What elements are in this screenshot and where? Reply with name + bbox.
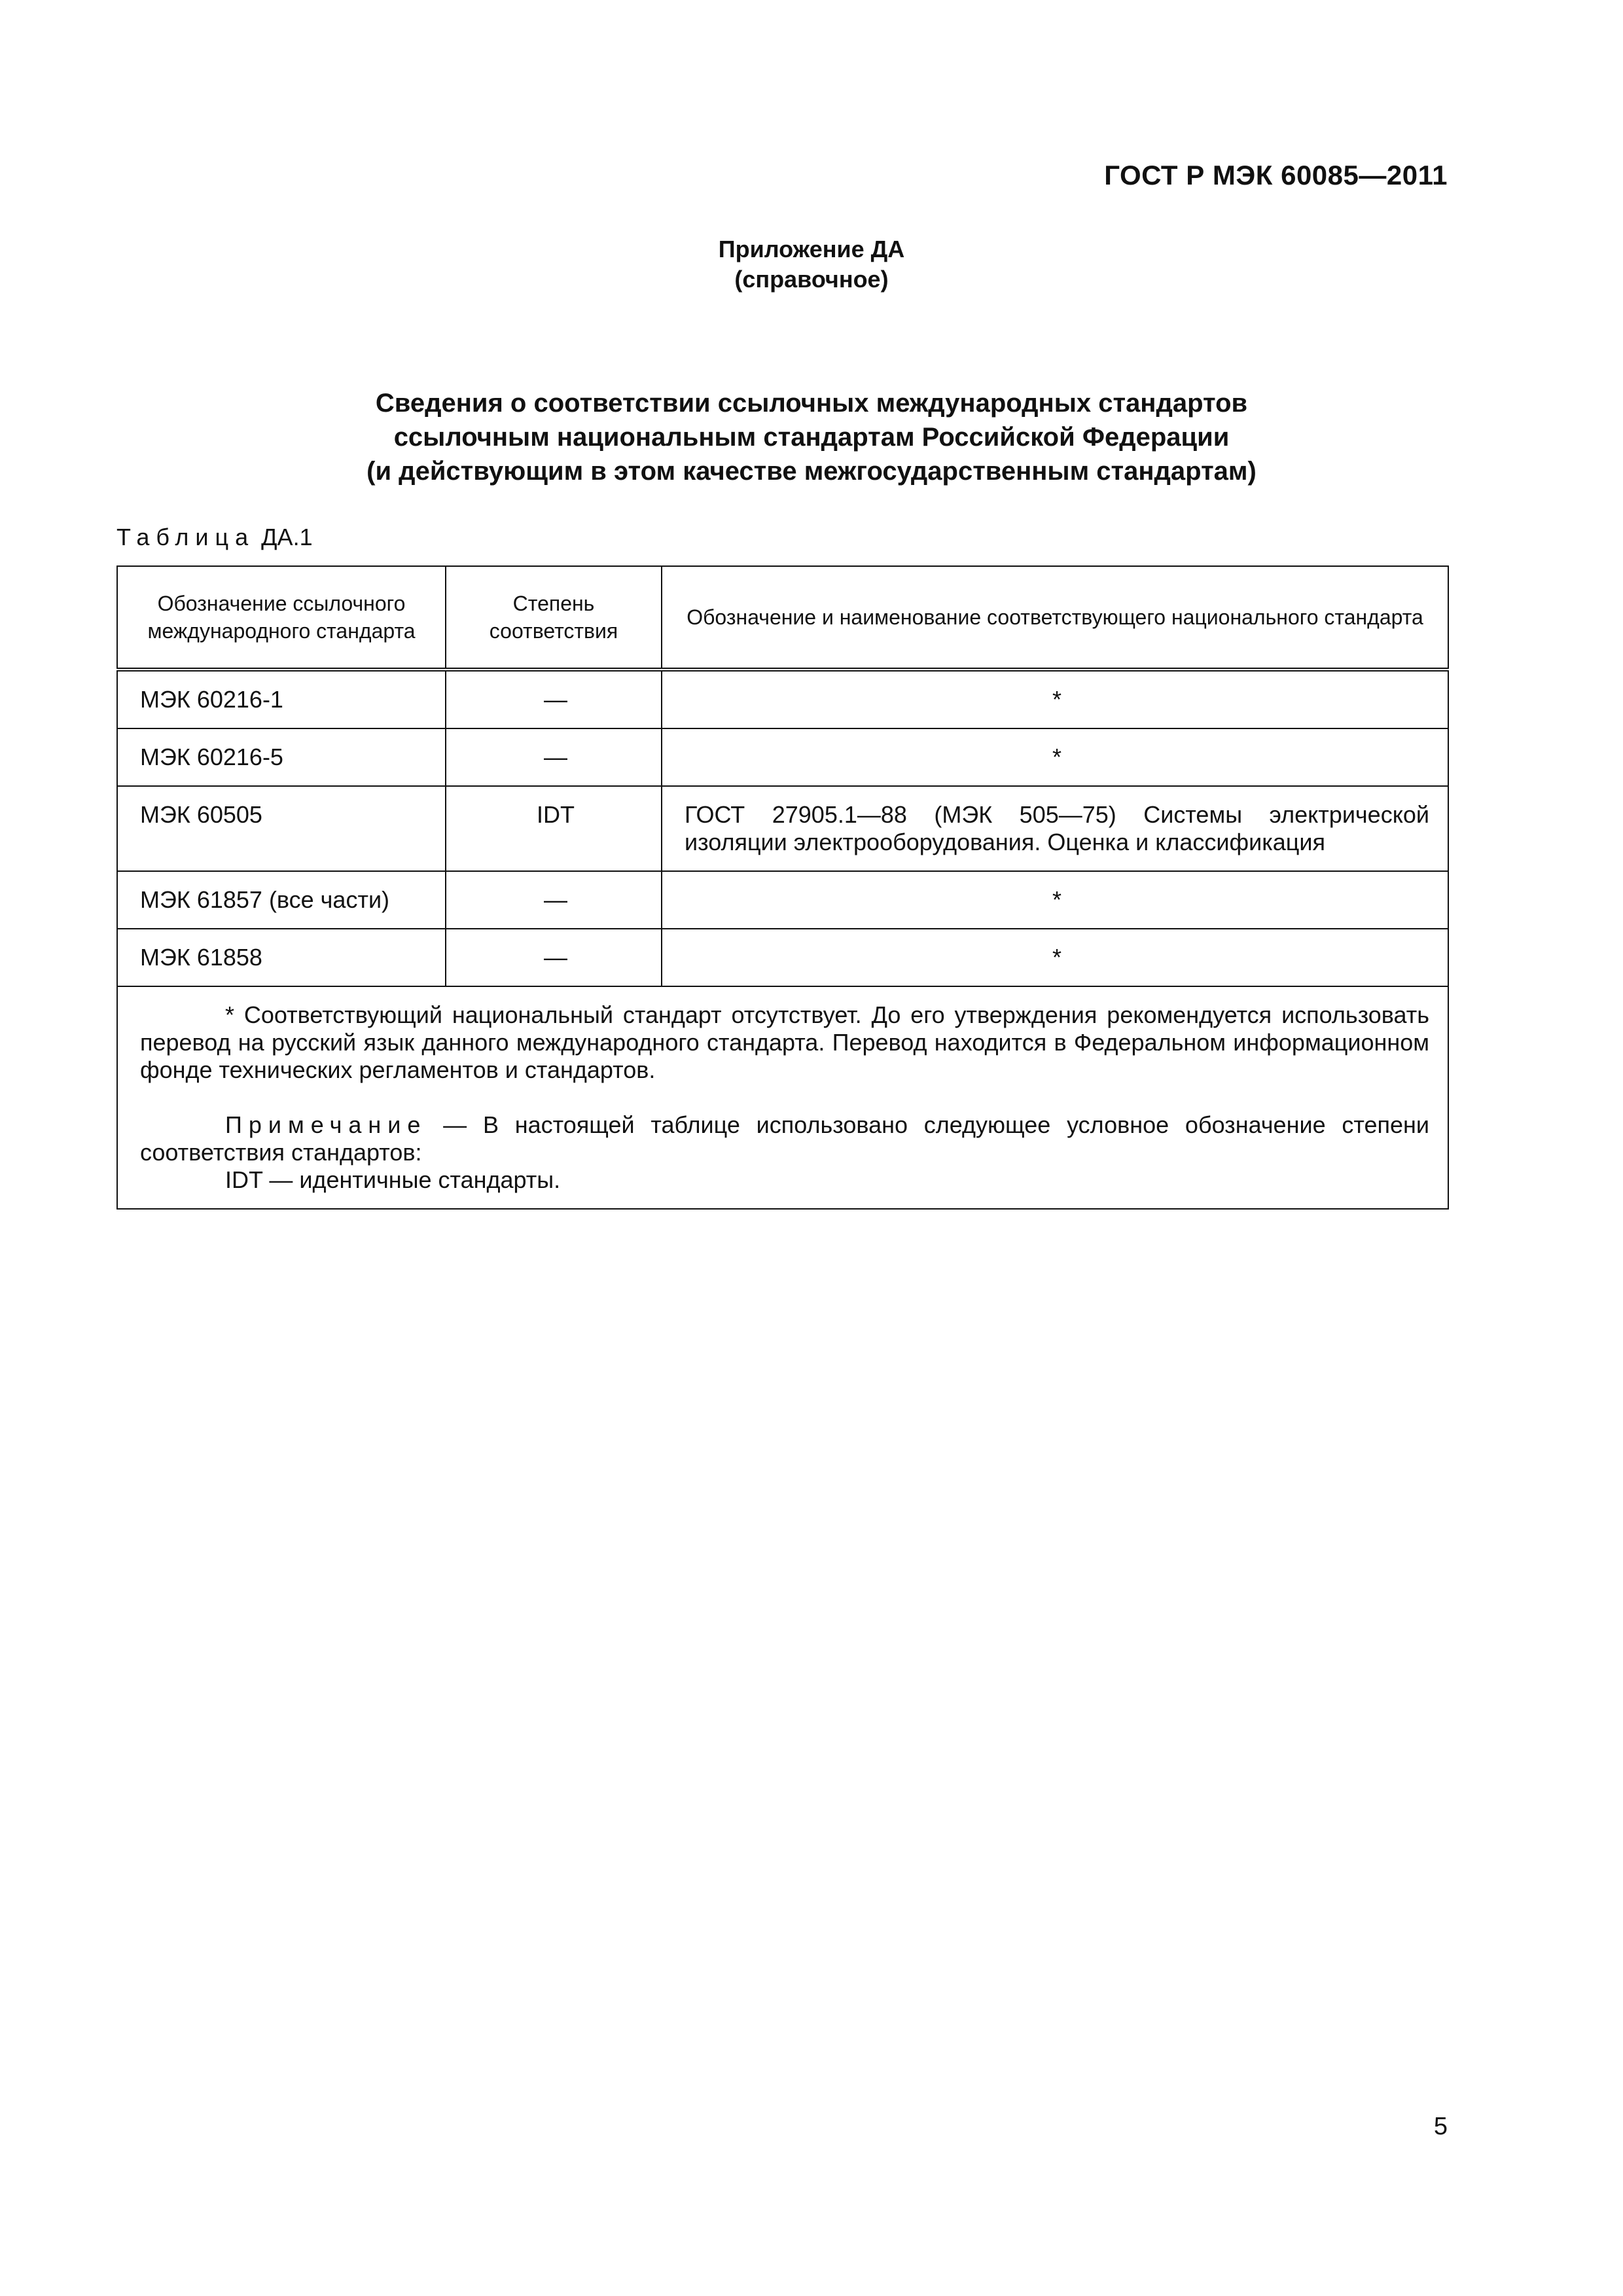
note-text: — В настоящей таблице использовано следующее условное обозначение степени соответствия стандартов: — [140, 1111, 1429, 1166]
cell-intl: МЭК 60216-1 — [117, 670, 446, 728]
document-number: ГОСТ Р МЭК 60085—2011 — [1104, 160, 1448, 190]
table-row — [117, 728, 1448, 786]
cell-national: * — [662, 670, 1448, 728]
header-intl-standard: Обозначение ссылочного международного стандарта — [117, 566, 446, 670]
table-footer — [117, 986, 1448, 1209]
table-caption-word: Таблица — [116, 524, 255, 550]
section-title-line-2: ссылочным национальным стандартам Российской Федерации — [393, 423, 1230, 452]
table-footer-row — [117, 986, 1448, 1209]
table-header-row — [117, 566, 1448, 670]
header-degree: Степень соответствия — [446, 566, 662, 670]
cell-national: * — [662, 871, 1448, 929]
note-label: Примечание — [225, 1111, 427, 1138]
section-title-line-1: Сведения о соответствии ссылочных международных стандартов — [375, 389, 1248, 418]
table-row — [117, 786, 1448, 871]
cell-degree: — — [446, 929, 662, 986]
cell-intl: МЭК 60216-5 — [117, 728, 446, 786]
cell-degree: IDT — [446, 786, 662, 871]
table-note — [140, 1111, 1429, 1166]
table-row — [117, 871, 1448, 929]
cell-degree: — — [446, 670, 662, 728]
header-national-standard: Обозначение и наименование соответствующего национального стандарта — [662, 566, 1448, 670]
appendix-heading — [0, 234, 1623, 295]
cell-intl: МЭК 60505 — [117, 786, 446, 871]
cell-intl: МЭК 61858 — [117, 929, 446, 986]
standards-table — [116, 565, 1449, 1210]
table-footnote: * Соответствующий национальный стандарт отсутствует. До его утверждения рекомендуется использовать перевод на русский язык данного международного стандарта. Перевод находится в Федеральном информационном фонде технических регламентов и стандартов. — [140, 1001, 1429, 1083]
section-title-line-3: (и действующим в этом качестве межгосударственным стандартам) — [366, 457, 1257, 486]
cell-degree: — — [446, 728, 662, 786]
table-row — [117, 670, 1448, 728]
note-idt-definition: IDT — идентичные стандарты. — [225, 1166, 561, 1193]
section-title — [0, 386, 1623, 488]
table-caption — [116, 524, 313, 551]
appendix-subtitle: (справочное) — [734, 266, 889, 293]
appendix-title: Приложение ДА — [718, 236, 905, 262]
cell-national: ГОСТ 27905.1—88 (МЭК 505—75) Системы электрической изоляции электрооборудования. Оценка и классификация — [662, 786, 1448, 871]
cell-degree: — — [446, 871, 662, 929]
cell-national: * — [662, 728, 1448, 786]
page-number: 5 — [1433, 2113, 1448, 2140]
table-caption-id: ДА.1 — [261, 524, 313, 550]
table-row — [117, 929, 1448, 986]
cell-national: * — [662, 929, 1448, 986]
cell-intl: МЭК 61857 (все части) — [117, 871, 446, 929]
